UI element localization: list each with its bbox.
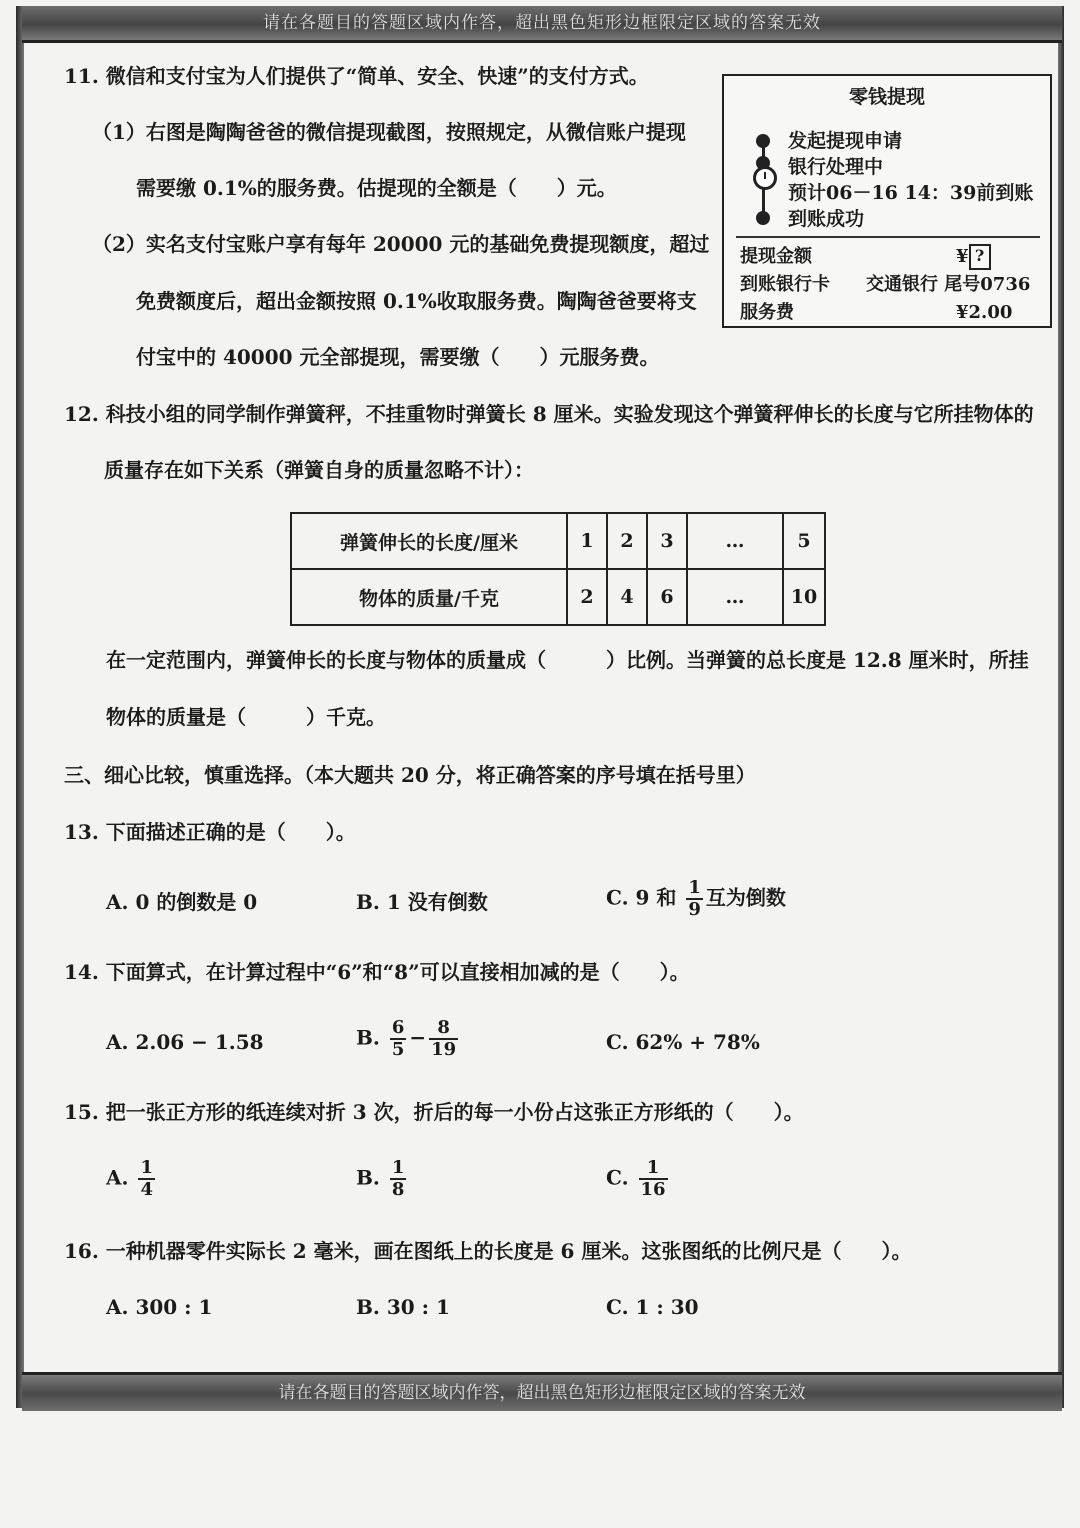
- fraction: [686, 878, 703, 920]
- fraction-denominator: 8: [391, 1179, 405, 1200]
- q15-option-b: [356, 1158, 409, 1200]
- q16-option-a: A. 300 : 1: [106, 1295, 213, 1319]
- q15-option-c: [606, 1158, 671, 1200]
- fraction-denominator: 9: [688, 899, 701, 920]
- q14-stem: 14. 下面算式，在计算过程中“6”和“8”可以直接相加减的是（ ）。: [64, 960, 690, 984]
- q11-part1-line1: （1）右图是陶陶爸爸的微信提现截图，按照规定，从微信账户提现: [92, 120, 686, 144]
- q11-part2-line2: 免费额度后，超出金额按照 0.1%收取服务费。陶陶爸爸要将支: [136, 289, 697, 313]
- fraction-numerator: 1: [688, 877, 701, 898]
- q13-option-a: A. 0 的倒数是 0: [106, 890, 258, 914]
- fraction-denominator: 16: [640, 1179, 666, 1200]
- amount-value: [956, 244, 991, 270]
- q11-part2-line1: （2）实名支付宝账户享有每年 20000 元的基础免费提现额度，超过: [92, 232, 710, 256]
- minus-sign: −: [409, 1025, 427, 1050]
- q14-option-a: A. 2.06 − 1.58: [106, 1030, 264, 1054]
- table-cell: 2: [607, 513, 647, 569]
- q12-stem-line1: 12. 科技小组的同学制作弹簧秤，不挂重物时弹簧长 8 厘米。实验发现这个弹簧秤伸长的长度与它所挂物体的: [64, 402, 1034, 426]
- q13-c-prefix: C. 9 和: [606, 885, 677, 910]
- table-row-header: 物体的质量/千克: [291, 569, 567, 625]
- table-row: [291, 569, 825, 625]
- fraction-numerator: 1: [140, 1157, 153, 1178]
- withdraw-step-1: 发起提现申请: [788, 130, 903, 152]
- q15-c-prefix: C.: [606, 1165, 629, 1190]
- fraction-numerator: 1: [639, 1158, 668, 1180]
- q15-option-a: [106, 1158, 158, 1200]
- fraction-denominator: 4: [140, 1179, 153, 1200]
- fraction-denominator: 19: [431, 1039, 457, 1060]
- page-border-right: [1058, 6, 1064, 1408]
- fraction: [390, 1018, 407, 1060]
- amount-label: 提现金额: [740, 246, 812, 267]
- step-dot-icon: [756, 211, 770, 225]
- table-cell: 3: [647, 513, 687, 569]
- footer-notice: 请在各题目的答题区域内作答，超出黑色矩形边框限定区域的答案无效: [22, 1372, 1062, 1411]
- amount-unknown-box: ?: [969, 244, 991, 270]
- table-row: [291, 513, 825, 569]
- clock-icon: [753, 166, 777, 190]
- q13-c-suffix: 互为倒数: [705, 885, 786, 910]
- fraction-numerator: 6: [391, 1017, 405, 1038]
- table-cell: 4: [607, 569, 647, 625]
- bank-label: 到账银行卡: [740, 274, 830, 295]
- table-cell: 6: [647, 569, 687, 625]
- q13-stem: 13. 下面描述正确的是（ ）。: [64, 820, 356, 844]
- step-dot-icon: [756, 134, 770, 148]
- page-border-left: [16, 6, 24, 1408]
- fraction: [390, 1158, 407, 1200]
- fee-label: 服务费: [740, 302, 794, 323]
- table-cell: 1: [567, 513, 607, 569]
- divider: [736, 236, 1040, 238]
- fraction-numerator: 8: [429, 1018, 458, 1040]
- fee-value: ¥2.00: [956, 302, 1013, 323]
- fraction: [429, 1018, 458, 1060]
- spring-data-table: [290, 512, 826, 626]
- section3-title: 三、细心比较，慎重选择。（本大题共 20 分，将正确答案的序号填在括号里）: [64, 763, 756, 787]
- q11-part1-line2: 需要缴 0.1%的服务费。估提现的全额是（ ）元。: [136, 176, 617, 200]
- fraction-denominator: 5: [391, 1039, 405, 1060]
- table-cell: 5: [783, 513, 825, 569]
- table-cell: …: [687, 569, 783, 625]
- withdraw-step-2: 银行处理中: [788, 156, 884, 178]
- q16-option-c: C. 1 : 30: [606, 1295, 699, 1319]
- withdraw-card-title: 零钱提现: [848, 86, 925, 108]
- q12-after-line2: 物体的质量是（ ）千克。: [106, 705, 386, 729]
- q11-part2-line3: 付宝中的 40000 元全部提现，需要缴（ ）元服务费。: [136, 345, 660, 369]
- fraction: [138, 1158, 155, 1200]
- table-cell: 10: [783, 569, 825, 625]
- q11-stem: 11. 微信和支付宝为人们提供了“简单、安全、快速”的支付方式。: [64, 64, 649, 88]
- withdraw-screenshot-card: [722, 74, 1052, 328]
- q13-option-b: B. 1 没有倒数: [356, 890, 488, 914]
- bank-value: 交通银行 尾号0736: [866, 274, 1031, 295]
- fraction-numerator: 1: [391, 1157, 405, 1178]
- q14-b-prefix: B.: [356, 1025, 380, 1050]
- table-row-header: 弹簧伸长的长度/厘米: [291, 513, 567, 569]
- q12-after-line1: 在一定范围内，弹簧伸长的长度与物体的质量成（ ）比例。当弹簧的总长度是 12.8 厘米时，所挂: [106, 648, 1029, 672]
- q15-a-prefix: A.: [106, 1165, 129, 1190]
- withdraw-step-4: 到账成功: [788, 208, 865, 230]
- q13-option-c: [606, 878, 786, 920]
- fraction: [639, 1158, 668, 1200]
- q14-option-b: [356, 1018, 461, 1060]
- table-cell: …: [687, 513, 783, 569]
- q12-stem-line2: 质量存在如下关系（弹簧自身的质量忽略不计）：: [104, 458, 534, 482]
- withdraw-step-3: 预计06－16 14：39前到账: [788, 182, 1034, 204]
- q16-stem: 16. 一种机器零件实际长 2 毫米，画在图纸上的长度是 6 厘米。这张图纸的比例尺是（ ）。: [64, 1239, 912, 1263]
- q14-option-c: C. 62% + 78%: [606, 1030, 760, 1054]
- amount-currency: ¥: [956, 246, 969, 267]
- q16-option-b: B. 30 : 1: [356, 1295, 450, 1319]
- header-notice: 请在各题目的答题区域内作答，超出黑色矩形边框限定区域的答案无效: [22, 6, 1062, 43]
- q15-stem: 15. 把一张正方形的纸连续对折 3 次，折后的每一小份占这张正方形纸的（ ）。: [64, 1100, 804, 1124]
- q15-b-prefix: B.: [356, 1165, 380, 1190]
- table-cell: 2: [567, 569, 607, 625]
